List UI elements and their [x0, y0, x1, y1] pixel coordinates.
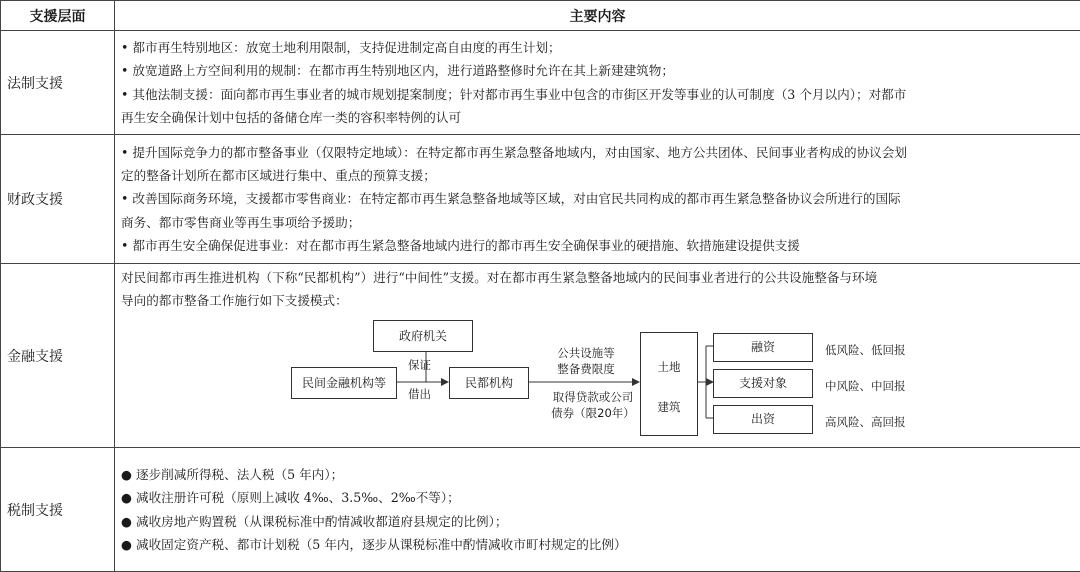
list-item: • 提升国际竞争力的都市整备事业（仅限特定地域）：在特定都市再生紧急整备地域内，对由国家、地方公共团体、民间事业者构成的协议会划 — [121, 141, 1074, 164]
list-item: • 改善国际商务环境，支援都市零售商业：在特定都市再生紧急整备地域等区域，对由官民共同构成的都市再生紧急整备协议会所进行的国际 — [121, 187, 1074, 210]
list-item: ● 逐步削减所得税、法人税（5 年内）； — [121, 463, 1074, 486]
content-tax — [115, 448, 1080, 572]
risk-mid-label: 中风险、中回报 — [825, 375, 906, 398]
table-row — [1, 448, 1080, 572]
table-row — [1, 31, 1080, 135]
list-item: • 都市再生安全确保促进事业：对在都市再生紧急整备地域内进行的都市再生安全确保事业的硬措施、软措施建设提供支援 — [121, 234, 1074, 257]
content-finance — [115, 135, 1080, 264]
list-item: • 其他法制支援：面向都市再生事业者的城市规划提案制度；针对都市再生事业中包含的市街区开发等事业的认可制度（3 个月以内）；对都市 — [121, 83, 1074, 106]
land-building-box — [640, 332, 698, 436]
lend-label: 借出 — [408, 386, 431, 402]
option-invest-box: 出资 — [713, 405, 813, 434]
mindu-box: 民都机构 — [449, 367, 529, 399]
facility-limit-label: 公共设施等 整备费限度 — [541, 345, 631, 377]
category-tax: 税制支援 — [1, 448, 115, 572]
content-financial — [115, 264, 1080, 448]
content-legal — [115, 31, 1080, 135]
list-item-continued: 定的整备计划所在都市区域进行集中、重点的预算支援； — [121, 164, 1074, 187]
option-loan-box: 融资 — [713, 333, 813, 362]
list-item: ● 减收房地产购置税（从课税标准中酌情减收都道府县规定的比例）； — [121, 510, 1074, 533]
support-flow-diagram — [121, 312, 1074, 442]
list-item: • 都市再生特别地区：放宽土地利用限制，支持促进制定高自由度的再生计划； — [121, 36, 1074, 59]
option-target-box: 支援对象 — [713, 369, 813, 398]
header-main-content: 主要内容 — [115, 1, 1080, 31]
diagram-connectors — [121, 312, 1080, 442]
paragraph-line: 对民间都市再生推进机构（下称“民都机构”）进行“中间性”支援。对在都市再生紧急整备地域内的民间事业者进行的公共设施整备与环境 — [121, 266, 1074, 289]
risk-low-label: 低风险、低回报 — [825, 339, 906, 362]
table-row — [1, 135, 1080, 264]
loan-bond-label: 取得贷款或公司 债券（限20年） — [546, 389, 640, 421]
guarantee-label: 保证 — [408, 357, 431, 373]
risk-high-label: 高风险、高回报 — [825, 411, 906, 434]
paragraph-line: 导向的都市整备工作施行如下支援模式： — [121, 289, 1074, 312]
category-legal: 法制支援 — [1, 31, 115, 135]
list-item: ● 减收注册许可税（原则上减收 4‰、3.5‰、2‰不等）； — [121, 486, 1074, 509]
category-finance: 财政支援 — [1, 135, 115, 264]
private-finance-box: 民间金融机构等 — [291, 367, 397, 399]
header-support-level: 支援层面 — [1, 1, 115, 31]
table-row — [1, 264, 1080, 448]
land-label: 土地 — [641, 359, 697, 375]
list-item: • 放宽道路上方空间利用的规制：在都市再生特别地区内，进行道路整修时允许在其上新建建筑物； — [121, 59, 1074, 82]
gov-box: 政府机关 — [373, 320, 473, 352]
list-item-continued: 商务、都市零售商业等再生事项给予援助； — [121, 211, 1074, 234]
list-item: ● 减收固定资产税、都市计划税（5 年内，逐步从课税标准中酌情减收市町村规定的比例） — [121, 533, 1074, 556]
table-header-row — [1, 1, 1080, 31]
category-financial: 金融支援 — [1, 264, 115, 448]
building-label: 建筑 — [641, 399, 697, 415]
list-item-continued: 再生安全确保计划中包括的备储仓库一类的容积率特例的认可 — [121, 106, 1074, 129]
